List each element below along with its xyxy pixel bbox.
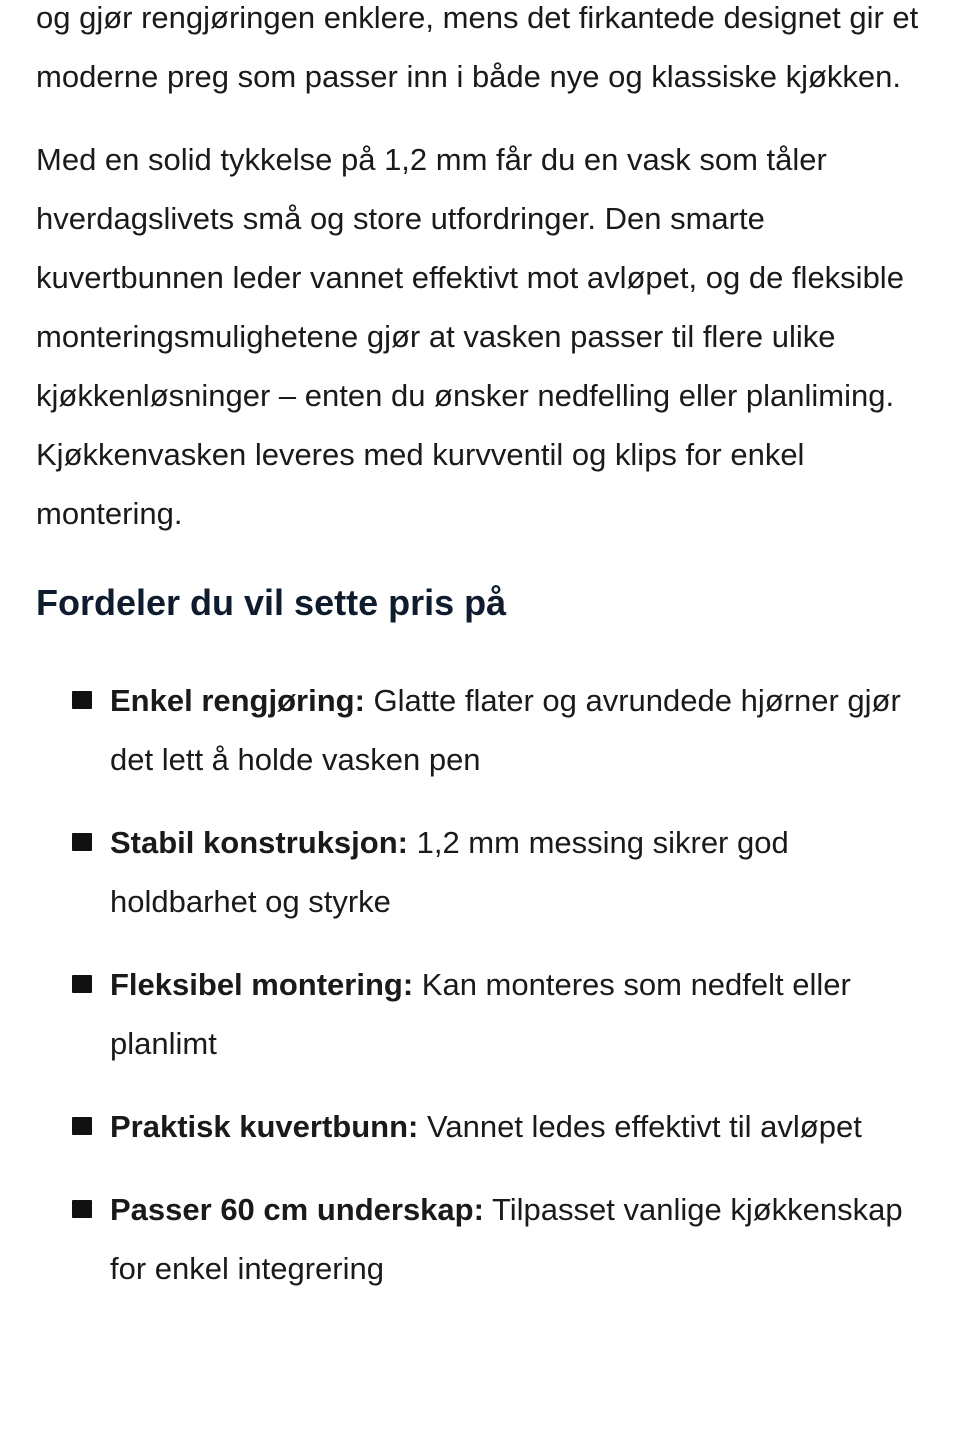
list-item — [36, 1097, 924, 1156]
square-bullet-icon — [72, 833, 92, 851]
benefit-text: Tilpasset vanlige kjøkkenskap for enkel integrering — [110, 1192, 903, 1286]
square-bullet-icon — [72, 1117, 92, 1135]
benefit-title: Fleksibel montering: — [110, 967, 414, 1002]
benefits-list — [36, 671, 924, 1298]
list-item — [36, 1180, 924, 1298]
square-bullet-icon — [72, 691, 92, 709]
list-item — [36, 671, 924, 789]
description-paragraph-2: Med en solid tykkelse på 1,2 mm får du en vask som tåler hverdagslivets små og store utfordringer. Den smarte kuvertbunnen leder vannet effektivt mot avløpet, og de fleksible monteringsmulighetene gjør at vasken passer til flere ulike kjøkkenløsninger – enten du ønsker nedfelling eller planliming. Kjøkkenvasken leveres med kurvventil og klips for enkel montering. — [36, 142, 904, 531]
square-bullet-icon — [72, 1200, 92, 1218]
benefit-text: 1,2 mm messing sikrer god holdbarhet og styrke — [110, 825, 789, 919]
description-paragraph-1: og gjør rengjøringen enklere, mens det firkantede designet gir et moderne preg som passer inn i både nye og klassiske kjøkken. — [36, 0, 919, 94]
list-item — [36, 955, 924, 1073]
benefit-text: Glatte flater og avrundede hjørner gjør det lett å holde vasken pen — [110, 683, 901, 777]
benefit-text: Kan monteres som nedfelt eller planlimt — [110, 967, 851, 1061]
benefit-title: Enkel rengjøring: — [110, 683, 365, 718]
square-bullet-icon — [72, 975, 92, 993]
list-item — [36, 813, 924, 931]
benefit-title: Stabil konstruksjon: — [110, 825, 408, 860]
benefit-title: Passer 60 cm underskap: — [110, 1192, 484, 1227]
benefits-heading: Fordeler du vil sette pris på — [36, 582, 507, 623]
benefit-text: Vannet ledes effektivt til avløpet — [418, 1109, 862, 1144]
benefit-title: Praktisk kuvertbunn: — [110, 1109, 419, 1144]
